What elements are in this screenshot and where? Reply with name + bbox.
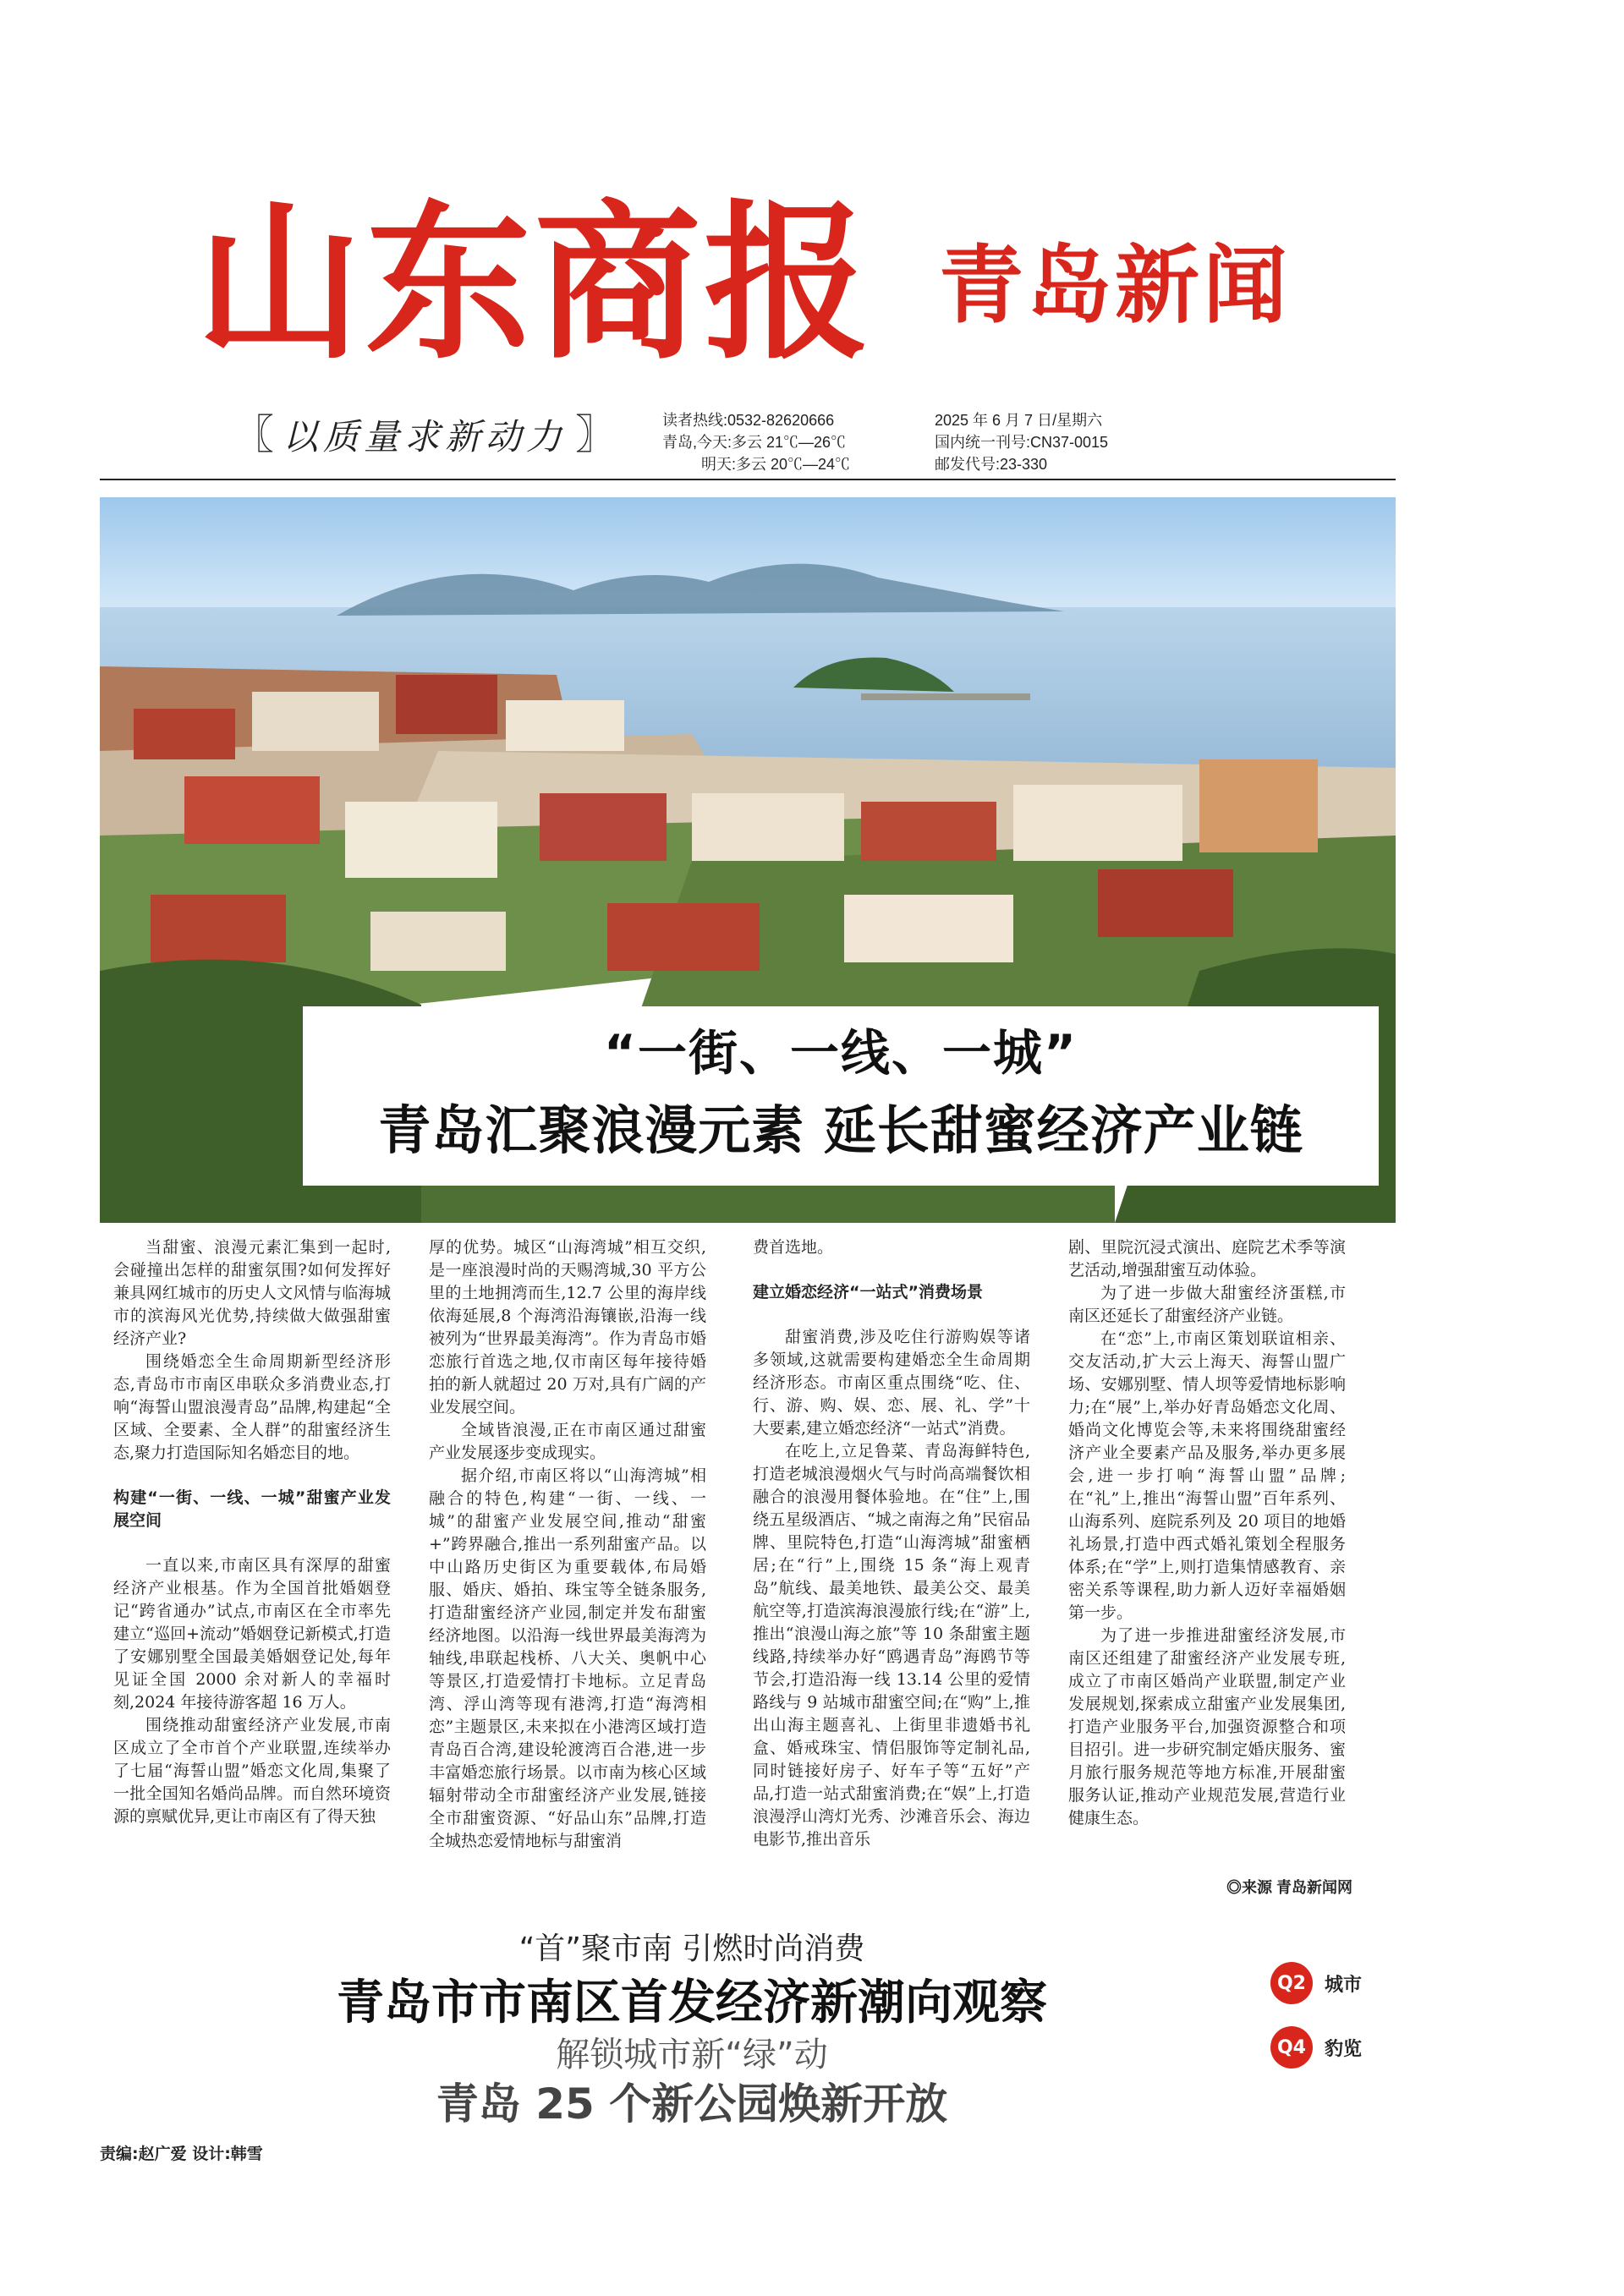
- paragraph: 为了进一步做大甜蜜经济蛋糕,市南区还延长了甜蜜经济产业链。: [1068, 1284, 1346, 1325]
- weather-tomorrow: 明天:多云 20℃—24℃: [701, 456, 851, 473]
- editor-credits: 责编:赵广爱 设计:韩雪: [100, 2145, 263, 2163]
- slogan: [233, 411, 651, 458]
- teaser-2-kicker: 解锁城市新“绿”动: [556, 2036, 828, 2074]
- paragraph: 一直以来,市南区具有深厚的甜蜜经济产业根基。作为全国首批婚姻登记“跨省通办”试点,市南区在全市率先建立“巡回+流动”婚姻登记新模式,打造了安娜别墅全国最美婚姻登记处,每年见证全国 2000 余对新人的幸福时刻,2024 年接待游客超 16 万人。: [113, 1556, 391, 1712]
- paragraph: 厚的优势。城区“山海湾城”相互交织,是一座浪漫时尚的天赐湾城,30 平方公里的土地拥湾而生,12.7 公里的海岸线依海延展,8 个海湾沿海镶嵌,沿海一线被列为“世界最美海湾”。作为青岛市婚恋旅行首选之地,仅市南区每年接待婚拍的新人就超过 20 万对,具有广阔的产业发展空间。: [429, 1238, 706, 1417]
- page-badge: Q4: [1270, 2026, 1313, 2069]
- cn-number: 国内统一刊号:CN37-0015: [935, 434, 1109, 451]
- headline-line1: “一街、一线、一城”: [603, 1024, 1078, 1082]
- paragraph: 围绕推动甜蜜经济产业发展,市南区成立了全市首个产业联盟,连续举办了七届“海誓山盟”婚恋文化周,集聚了一批全国知名婚尚品牌。而自然环境资源的禀赋优异,更让市南区有了得天独: [113, 1716, 391, 1826]
- page-link-baolan[interactable]: [1270, 2026, 1362, 2069]
- bracket-left-icon: 〖: [233, 411, 275, 458]
- issue-date: 2025 年 6 月 7 日/星期六: [935, 412, 1103, 429]
- page-link-label: 城市: [1325, 1974, 1363, 1996]
- article-column-1: [113, 1236, 391, 1828]
- edition-title: 青岛新闻: [939, 236, 1291, 335]
- page-link-city[interactable]: [1270, 1962, 1362, 2004]
- article-column-3: [753, 1236, 1030, 1851]
- paragraph: 全域皆浪漫,正在市南区通过甜蜜产业发展逐步变成现实。: [429, 1421, 706, 1462]
- paragraph: 费首选地。: [753, 1238, 834, 1257]
- paragraph: 围绕婚恋全生命周期新型经济形态,青岛市市南区串联众多消费业态,打响“海誓山盟浪漫青岛”品牌,构建起“全区域、全要素、全人群”的甜蜜经济生态,聚力打造国际知名婚恋目的地。: [113, 1352, 391, 1462]
- page-badge: Q2: [1270, 1962, 1313, 2004]
- paragraph: 当甜蜜、浪漫元素汇集到一起时,会碰撞出怎样的甜蜜氛围?如何发挥好兼具网红城市的历史人文风情与临海城市的滨海风光优势,持续做大做强甜蜜经济产业?: [113, 1238, 391, 1348]
- page-link-label: 豹览: [1325, 2038, 1363, 2060]
- teaser-1-kicker: “首”聚市南 引燃时尚消费: [518, 1932, 865, 1966]
- paragraph: 甜蜜消费,涉及吃住行游购娱等诸多领域,这就需要构建婚恋全生命周期经济形态。市南区重点围绕“吃、住、行、游、购、娱、恋、展、礼、学”十大要素,建立婚恋经济“一站式”消费。: [753, 1328, 1030, 1438]
- masthead-info-left: [662, 409, 850, 475]
- masthead-title: 山东商报: [196, 185, 874, 383]
- paragraph: 在吃上,立足鲁菜、青岛海鲜特色,打造老城浪漫烟火气与时尚高端餐饮相融合的浪漫用餐体验地。在“住”上,围绕五星级酒店、“城之南海之角”民宿品牌、里院特色,打造“山海湾城”甜蜜栖居;在“行”上,围绕 15 条“海上观青岛”航线、最美地铁、最美公交、最美航空等,打造滨海浪漫旅行线;在“游”上,推出“浪漫山海之旅”等 10 条甜蜜主题线路,持续举办好“鸥遇青岛”海鸥节等节会,打造沿海一线 13.14 公里的爱情路线与 9 站城市甜蜜空间;在“购”上,推出山海主题喜礼、上街里非遗婚书礼盒、婚戒珠宝、情侣服饰等定制礼品,同时链接好房子、好车子等“五好”产品,打造一站式甜蜜消费;在“娱”上,打造浪漫浮山湾灯光秀、沙滩音乐会、海边电影节,推出音乐: [753, 1442, 1030, 1849]
- weather-today: 青岛,今天:多云 21℃—26℃: [662, 434, 847, 451]
- paragraph: 据介绍,市南区将以“山海湾城”相融合的特色,构建“一街、一线、一城”的甜蜜产业发展空间,推动“甜蜜+”跨界融合,推出一系列甜蜜产品。以中山路历史街区为重要载体,布局婚服、婚庆、婚拍、珠宝等全链条服务,打造甜蜜经济产业园,制定并发布甜蜜经济地图。以沿海一线世界最美海湾为轴线,串联起栈桥、八大关、奥帆中心等景区,打造爱情打卡地标。立足青岛湾、浮山湾等现有港湾,打造“海湾相恋”主题景区,未来拟在小港湾区域打造青岛百合湾,建设轮渡湾百合港,进一步丰富婚恋旅行场景。以市南为核心区域辐射带动全市甜蜜经济产业发展,链接全市甜蜜资源、“好品山东”品牌,打造全城热恋爱情地标与甜蜜消: [429, 1466, 706, 1850]
- postal-code: 邮发代号:23-330: [935, 456, 1048, 473]
- paragraph: 为了进一步推进甜蜜经济发展,市南区还组建了甜蜜经济产业发展专班,成立了市南区婚尚产业联盟,制定产业发展规划,探索成立甜蜜产业发展集团,打造产业服务平台,加强资源整合和项目招引。进一步研究制定婚庆服务、蜜月旅行服务规范等地方标准,开展甜蜜服务认证,推动产业规范发展,营造行业健康生态。: [1068, 1626, 1346, 1827]
- slogan-text: 以质量求新动力: [283, 416, 568, 458]
- hotline: 读者热线:0532-82620666: [662, 412, 835, 429]
- masthead-info-right: [935, 409, 1108, 475]
- subheading: 构建“一街、一线、一城”甜蜜产业发展空间: [113, 1488, 391, 1530]
- article-column-4: [1068, 1236, 1346, 1830]
- paragraph: 在“恋”上,市南区策划联谊相亲、交友活动,扩大云上海天、海誓山盟广场、安娜别墅、情人坝等爱情地标影响力;在“展”上,举办好青岛婚恋文化周、婚尚文化博览会等,未来将围绕甜蜜经济产业全要素产品及服务,举办更多展会,进一步打响“海誓山盟”品牌;在“礼”上,推出“海誓山盟”百年系列、山海系列、庭院系列及 20 项目的地婚礼场景,打造中西式婚礼策划全程服务体系;在“学”上,则打造集情感教育、亲密关系等课程,助力新人迈好幸福婚姻第一步。: [1068, 1329, 1346, 1622]
- article-source: ◎来源 青岛新闻网: [1226, 1879, 1353, 1896]
- teaser-1-headline[interactable]: 青岛市市南区首发经济新潮向观察: [337, 1975, 1047, 2030]
- subheading: 建立婚恋经济“一站式”消费场景: [753, 1283, 983, 1301]
- headline-line2: 青岛汇聚浪漫元素 延长甜蜜经济产业链: [378, 1099, 1303, 1161]
- masthead-divider: [100, 479, 1396, 480]
- teaser-2-headline[interactable]: 青岛 25 个新公园焕新开放: [436, 2080, 948, 2129]
- article-column-2: [429, 1236, 706, 1853]
- bracket-right-icon: 〗: [575, 411, 617, 458]
- paragraph: 剧、里院沉浸式演出、庭院艺术季等演艺活动,增强甜蜜互动体验。: [1068, 1238, 1346, 1280]
- lead-headline: [303, 1006, 1379, 1186]
